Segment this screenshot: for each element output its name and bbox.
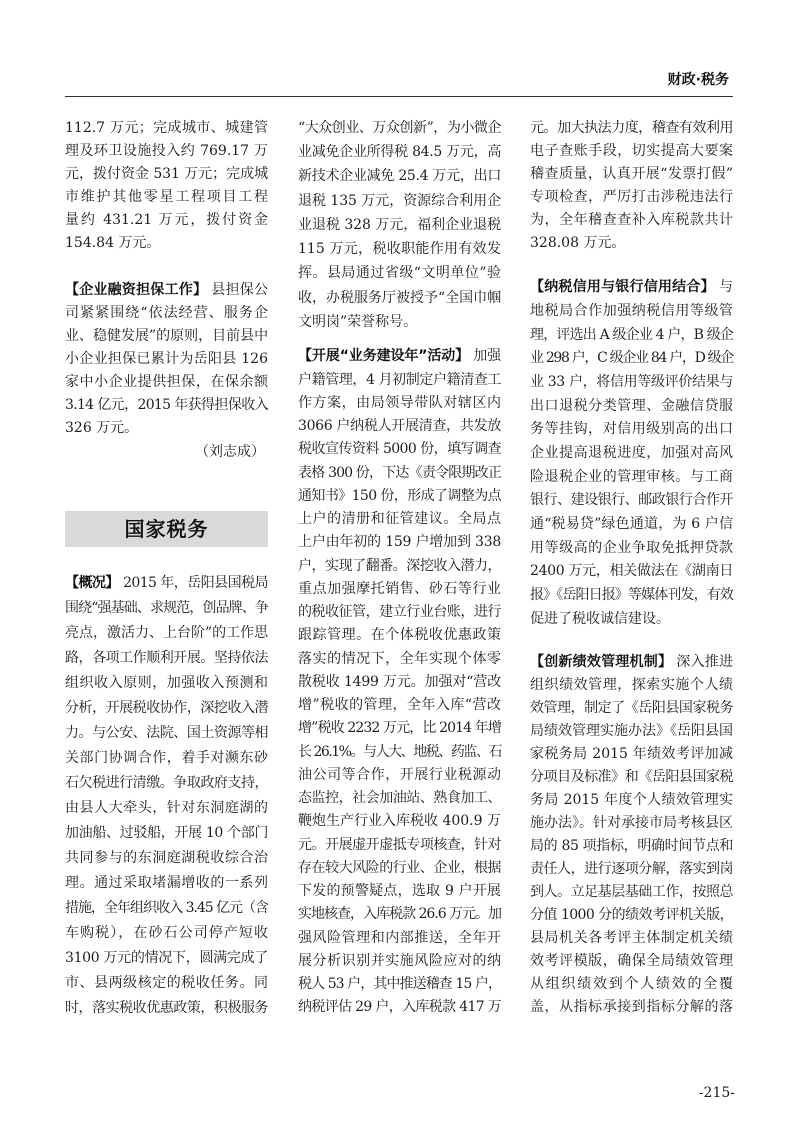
text-line: 专项检查，严厉打击涉税违法行 bbox=[530, 188, 733, 205]
text-line: 下发的预警疑点，选取 9 户开展 bbox=[298, 883, 501, 900]
text-line: 局的 85 项指标，明确时间节点和 bbox=[530, 838, 733, 854]
text-line: 强风险管理和内部推送，全年开 bbox=[298, 929, 501, 946]
text-line: 通“税易贷”绿色通道，为 6 户信 bbox=[530, 516, 733, 533]
text-line: 业退税 328 万元，福利企业退税 bbox=[298, 216, 501, 233]
text-line: 量约 431.21 万元，拨付资金 bbox=[65, 211, 268, 228]
text-line: 元。加大执法力度，稽查有效利用 bbox=[530, 119, 733, 136]
section-label: 【企业融资担保工作】 bbox=[65, 281, 208, 298]
text-line: 为，全年稽查查补入库税款共计 bbox=[530, 211, 733, 228]
text-line bbox=[65, 279, 268, 302]
text-line: 的税收征管，建立行业台账，进行 bbox=[298, 604, 501, 621]
text-line-content: 加强 bbox=[473, 348, 501, 365]
text-line: 2400 万元，相关做法在《湖南日 bbox=[530, 563, 733, 580]
text-line: 税人 53 户，其中推送稽查 15 户， bbox=[298, 976, 501, 993]
text-line: 亮点，激活力、上台阶”的工作思 bbox=[65, 624, 269, 641]
text-line: 围绕“强基础、求规范，创品牌、争 bbox=[65, 599, 268, 616]
text-line: 家税务局 2015 年绩效考评加减 bbox=[530, 745, 733, 762]
text-line-content: 与 bbox=[719, 279, 733, 296]
text-line: 元。开展虚开虚抵专项核查，针对 bbox=[298, 836, 501, 853]
text-line: 挥。县局通过省级“文明单位”验 bbox=[298, 265, 501, 282]
text-line: 落实的情况下，全年实现个体零 bbox=[298, 650, 501, 667]
text-line: 共同参与的东洞庭湖税收综合治 bbox=[65, 849, 268, 866]
text-line: 154.84 万元。 bbox=[65, 234, 161, 251]
text-line: 出口退税分类管理、金融信贷服 bbox=[530, 397, 733, 414]
section-label: 【开展“业务建设年”活动】 bbox=[298, 348, 470, 365]
text-line: 表格 300 份，下达《责令限期改正 bbox=[298, 464, 501, 481]
text-line: 小企业担保已累计为岳阳县 126 bbox=[65, 350, 268, 367]
page-number: -215- bbox=[698, 1085, 735, 1101]
text-line: 上户的清册和征管建议。全局点 bbox=[298, 511, 501, 528]
text-line: 3066 户纳税人开展清查，共发放 bbox=[298, 418, 501, 435]
text-line: 加油船、过驳船，开展 10 个部门 bbox=[65, 824, 268, 841]
text-line: 组织绩效管理，探索实施个人绩 bbox=[530, 676, 733, 693]
text-line: 户，实现了翻番。深挖收入潜力， bbox=[298, 557, 501, 574]
text-line: 局绩效管理实施办法》《岳阳县国 bbox=[530, 722, 733, 739]
section-label: 【概况】 bbox=[65, 574, 119, 591]
text-line: 328.08 万元。 bbox=[530, 234, 626, 251]
text-line: 险退税企业的管理审核。与工商 bbox=[530, 468, 733, 485]
text-line: 到人。立足基层基础工作，按照总 bbox=[530, 884, 733, 901]
text-line: 市、县两级核定的税收任务。同 bbox=[65, 974, 268, 991]
text-line: 措施，全年组织收入 3.45 亿元（含 bbox=[65, 899, 268, 916]
text-line: 跟踪管理。在个体税收优惠政策 bbox=[298, 627, 501, 644]
text-line: “大众创业、万众创新”，为小微企 bbox=[298, 119, 501, 136]
text-line: 县局机关各考评主体制定机关绩 bbox=[530, 930, 733, 947]
text-line: 务局 2015 年度个人绩效管理实 bbox=[530, 791, 733, 808]
text-line bbox=[530, 651, 733, 674]
text-line: 收，办税服务厅被授予“全国巾帼 bbox=[298, 289, 502, 306]
text-line: 电子查账手段，切实提高大要案 bbox=[530, 142, 733, 159]
text-line: 文明岗”荣誉称号。 bbox=[298, 313, 418, 330]
text-line: 新技术企业减免 25.4 万元，出口 bbox=[298, 168, 501, 185]
text-line: 理。通过采取堵漏增收的一系列 bbox=[65, 874, 268, 891]
text-line: 鞭炮生产行业入库税收 400.9 万 bbox=[298, 813, 501, 830]
text-line: 石欠税进行清缴。争取政府支持， bbox=[65, 774, 268, 791]
section-label: 【创新绩效管理机制】 bbox=[530, 653, 673, 670]
text-line: 效管理，制定了《岳阳县国家税务 bbox=[530, 699, 733, 716]
text-line: 业 33 户，将信用等级评价结果与 bbox=[530, 373, 733, 390]
text-line bbox=[530, 276, 733, 300]
text-line: 车购税），在砂石公司停产短收 bbox=[65, 924, 268, 941]
text-line bbox=[298, 345, 501, 368]
text-line: 从组织绩效到个人绩效的全覆 bbox=[530, 976, 733, 993]
text-line: 纳税评估 29 户，入库税款 417 万 bbox=[298, 999, 501, 1016]
text-line: 115 万元，税收职能作用有效发 bbox=[298, 241, 501, 258]
paragraph-enterprise-financing-guarantee bbox=[65, 279, 268, 440]
text-line: 地税局合作加强纳税信用等级管 bbox=[530, 302, 733, 319]
text-line: 态监控，社会加油站、熟食加工、 bbox=[298, 790, 501, 807]
text-line-content: 2015 年，岳阳县国税局 bbox=[123, 574, 268, 591]
text-line: 银行、建设银行、邮政银行合作开 bbox=[530, 492, 733, 509]
text-line: 业、稳健发展”的原则，目前县中 bbox=[65, 327, 269, 344]
text-line: 分项目及标准》和《岳阳县国家税 bbox=[530, 768, 733, 785]
text-line: 盖，从指标承接到指标分解的落 bbox=[530, 999, 733, 1016]
text-line: 重点加强摩托销售、砂石等行业 bbox=[298, 580, 501, 597]
text-line: 散税收 1499 万元。加强对“营改 bbox=[298, 673, 501, 690]
text-line: 3100 万元的情况下，圆满完成了 bbox=[65, 949, 268, 966]
paragraph-overview bbox=[65, 571, 268, 1021]
section-heading-national-tax: 国家税务 bbox=[65, 511, 268, 547]
text-line: 326 万元。 bbox=[65, 419, 139, 436]
text-line: 促进了税收诚信建设。 bbox=[530, 610, 670, 627]
paragraph-business-building-year-continued bbox=[530, 117, 733, 255]
paragraph-tax-credit-bank-credit bbox=[530, 276, 733, 631]
text-line: 油公司等合作，开展行业税源动 bbox=[298, 766, 501, 783]
text-line: 组织收入原则，加强收入预测和 bbox=[65, 674, 268, 691]
text-line: 稽查质量，认真开展“发票打假” bbox=[530, 165, 733, 182]
text-line: 理及环卫设施投入约 769.17 万 bbox=[65, 142, 268, 159]
text-line: 司紧紧围绕“依法经营、服务企 bbox=[65, 304, 268, 321]
text-line: 企业提高退税进度，加强对高风 bbox=[530, 445, 733, 461]
paragraph-business-building-year bbox=[298, 345, 501, 1019]
text-line: 存在较大风险的行业、企业，根据 bbox=[298, 859, 501, 876]
text-line: 关部门协调合作，着手对濒东砂 bbox=[65, 749, 268, 766]
text-line: 理，评选出 A 级企业 4 户，B 级企 bbox=[530, 326, 733, 343]
text-line: 3.14 亿元，2015 年获得担保收入 bbox=[65, 396, 268, 413]
text-line: 由县人大牵头，针对东洞庭湖的 bbox=[65, 799, 268, 816]
text-line: 增”税收的管理，全年入库“营改 bbox=[298, 697, 501, 714]
author-credit: （刘志成） bbox=[195, 443, 265, 460]
paragraph-performance-management bbox=[530, 651, 733, 1020]
text-line: 时，落实税收优惠政策，积极服务 bbox=[65, 999, 268, 1016]
paragraph-overview-continued bbox=[298, 116, 501, 334]
text-line: 路，各项工作顺利开展。坚持依法 bbox=[65, 649, 268, 666]
text-line: 展分析识别并实施风险应对的纳 bbox=[298, 952, 501, 969]
text-line: 用等级高的企业争取免抵押贷款 bbox=[530, 539, 733, 556]
text-line: 效考评模版，确保全局绩效管理 bbox=[530, 953, 733, 970]
text-line: 分析，开展税收协作，深挖收入潜 bbox=[65, 699, 268, 716]
text-line: 分值 1000 分的绩效考评机关版， bbox=[530, 907, 733, 924]
text-line: 通知书》150 份，形成了调整为点 bbox=[298, 487, 501, 504]
text-line: 增”税收 2232 万元，比 2014 年增 bbox=[298, 720, 501, 737]
text-line: 税收宣传资料 5000 份，填写调查 bbox=[298, 441, 501, 458]
text-line: 施办法》。针对承接市局考核县区 bbox=[530, 814, 733, 831]
text-line: 业 298 户，C 级企业 84 户，D 级企 bbox=[530, 350, 733, 367]
header-rule bbox=[65, 96, 733, 97]
text-line: 上户由年初的 159 户增加到 338 bbox=[298, 534, 501, 551]
text-line: 长 26.1%。与人大、地税、药监、石 bbox=[298, 743, 501, 760]
text-line: 户籍管理，4 月初制定户籍清查工 bbox=[298, 371, 501, 388]
text-line: 业减免企业所得税 84.5 万元，高 bbox=[298, 144, 501, 161]
text-line: 作方案，由局领导带队对辖区内 bbox=[298, 394, 501, 411]
running-head: 财政·税务 bbox=[667, 72, 729, 88]
text-line-content: 深入推进 bbox=[676, 653, 734, 670]
text-line: 元，拨付资金 531 万元；完成城 bbox=[65, 165, 268, 182]
text-line: 责任人，进行逐项分解，落实到岗 bbox=[530, 861, 733, 878]
section-label: 【纳税信用与银行信用结合】 bbox=[530, 279, 715, 296]
paragraph-urban-construction-continued bbox=[65, 117, 268, 255]
text-line-content: 县担保公 bbox=[211, 281, 269, 298]
text-line: 实地核查，入库税款 26.6 万元。加 bbox=[298, 906, 501, 923]
text-line: 市维护其他零星工程项目工程 bbox=[65, 188, 268, 205]
text-line: 112.7 万元；完成城市、城建管 bbox=[65, 119, 268, 136]
text-line: 务等挂钩，对信用级别高的出口 bbox=[530, 421, 733, 438]
text-line: 退税 135 万元，资源综合利用企 bbox=[298, 192, 501, 209]
text-line: 报》《岳阳日报》等媒体刊发，有效 bbox=[530, 587, 733, 604]
text-line: 家中小企业提供担保，在保余额 bbox=[65, 373, 268, 390]
text-line: 力。与公安、法院、国土资源等相 bbox=[65, 724, 268, 741]
text-line bbox=[65, 571, 268, 596]
